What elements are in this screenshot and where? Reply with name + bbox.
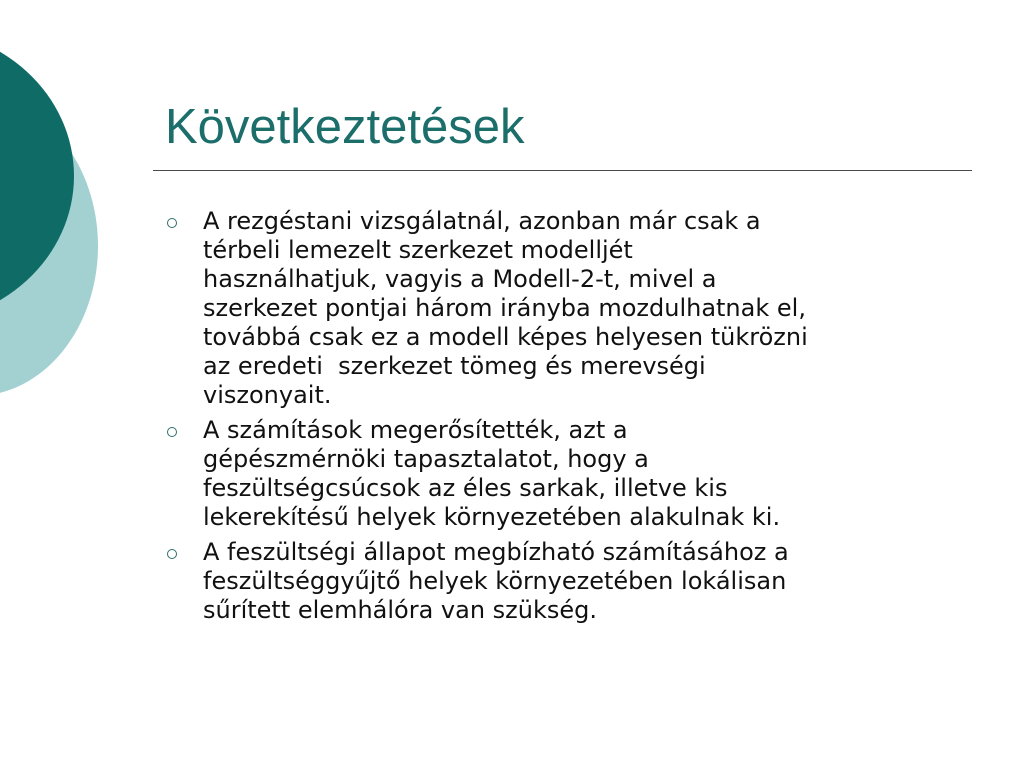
bullet-text-line: használhatjuk, vagyis a Modell-2-t, mivel a bbox=[203, 265, 717, 293]
title-divider bbox=[153, 170, 972, 171]
bullet-text-line: sűrített elemhálóra van szükség. bbox=[203, 596, 598, 624]
bullet-text-line: A számítások megerősítették, azt a bbox=[203, 416, 628, 444]
hollow-circle-icon bbox=[167, 218, 177, 228]
bullet-text-line: térbeli lemezelt szerkezet modelljét bbox=[203, 236, 633, 264]
bullet-text-line: lekerekítésű helyek környezetében alakulnak ki. bbox=[203, 503, 781, 531]
bullet-text-line: az eredeti szerkezet tömeg és merevségi bbox=[203, 352, 706, 380]
bullet-item bbox=[165, 207, 965, 410]
bullet-list bbox=[165, 207, 965, 631]
bullet-text-line: feszültségcsúcsok az éles sarkak, illetve kis bbox=[203, 474, 728, 502]
hollow-circle-icon bbox=[167, 427, 177, 437]
bullet-text-line: továbbá csak ez a modell képes helyesen tükrözni bbox=[203, 323, 808, 351]
bullet-item bbox=[165, 416, 965, 532]
bullet-text-line: szerkezet pontjai három irányba mozdulhatnak el, bbox=[203, 294, 806, 322]
hollow-circle-icon bbox=[167, 549, 177, 559]
slide-title: Következtetések bbox=[165, 100, 525, 154]
bullet-text-line: gépészmérnöki tapasztalatot, hogy a bbox=[203, 445, 649, 473]
bullet-text-line: A rezgéstani vizsgálatnál, azonban már csak a bbox=[203, 207, 761, 235]
bullet-text-line: A feszültségi állapot megbízható számításához a bbox=[203, 538, 789, 566]
bullet-text-line: feszültséggyűjtő helyek környezetében lokálisan bbox=[203, 567, 787, 595]
bullet-text-line: viszonyait. bbox=[203, 381, 332, 409]
bullet-item bbox=[165, 538, 965, 625]
